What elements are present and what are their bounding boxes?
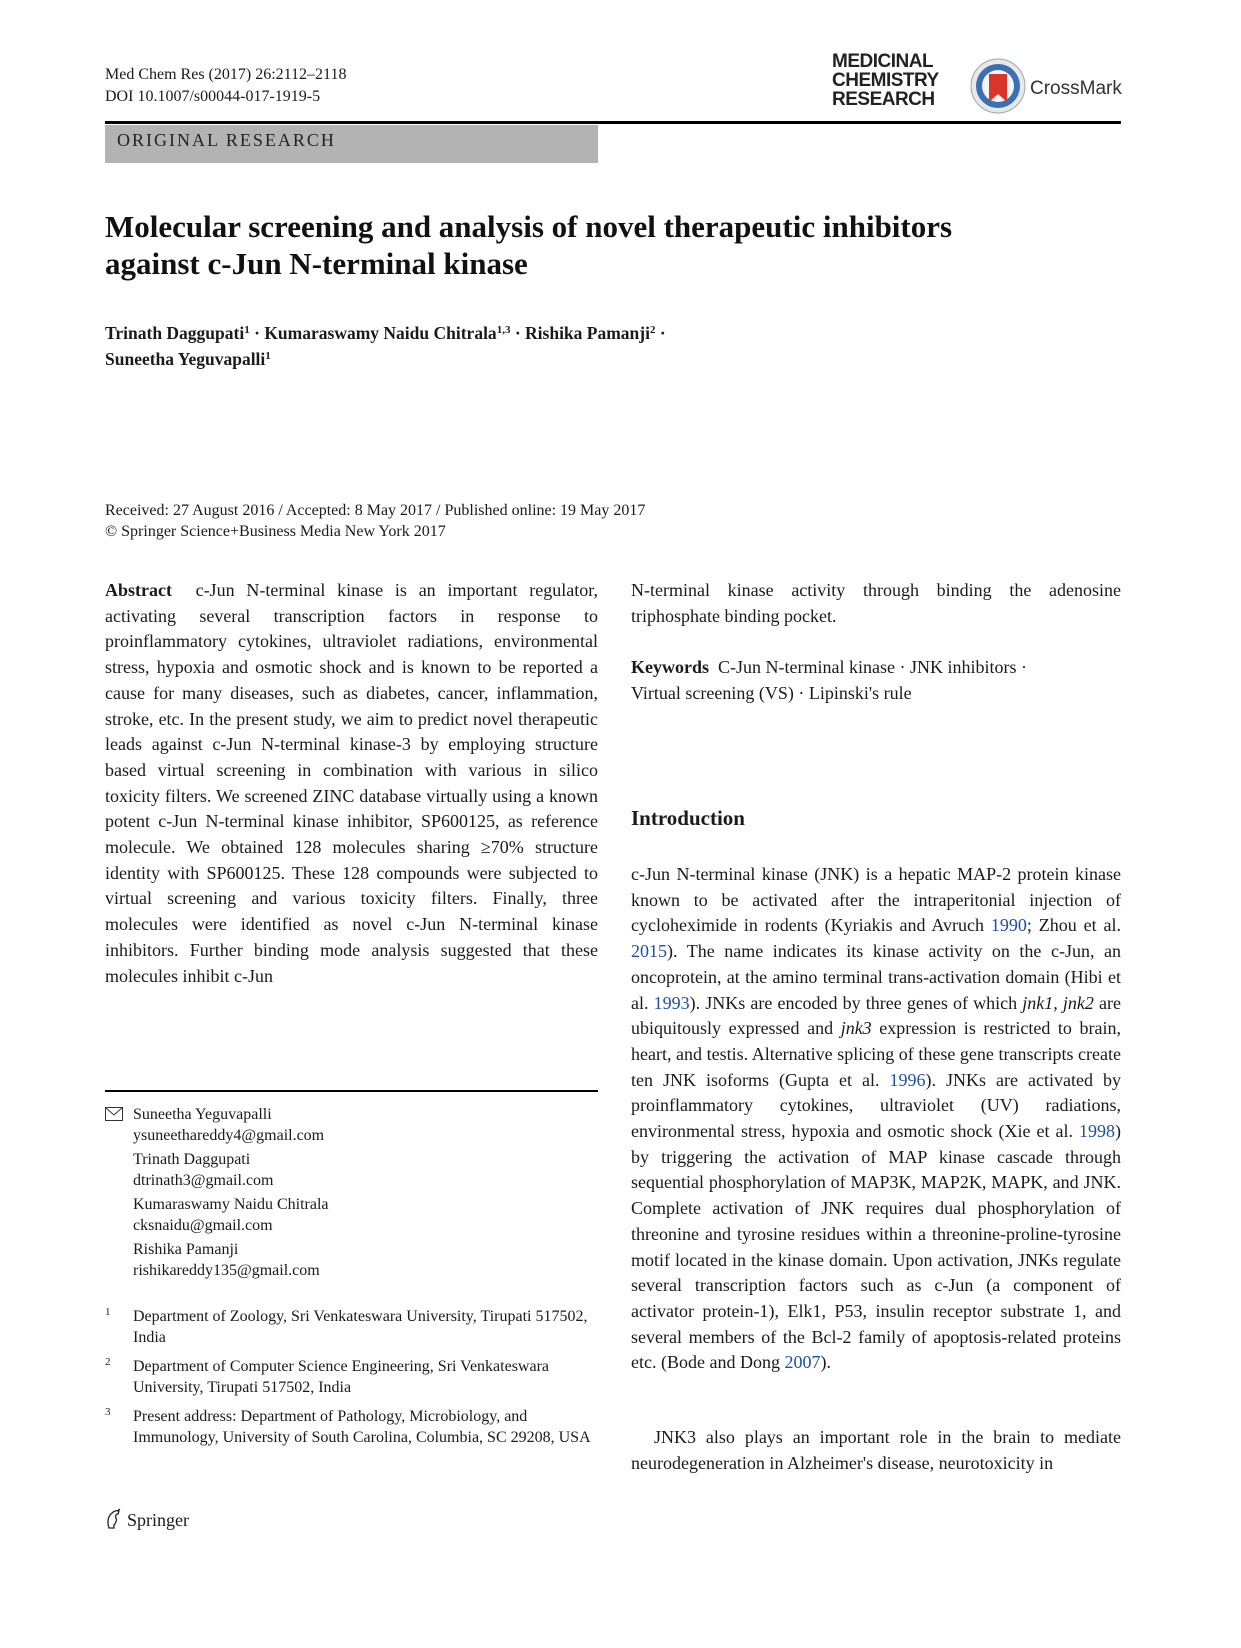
author-name: Rishika Pamanji: [525, 323, 650, 343]
affiliation-text: Department of Zoology, Sri Venkateswara University, Tirupati 517502, India: [133, 1308, 588, 1346]
contact-name: Rishika Pamanji: [133, 1241, 239, 1258]
intro-paragraph: [631, 862, 1121, 1376]
history-dates: Received: 27 August 2016 / Accepted: 8 May 2017 / Published online: 19 May 2017: [105, 502, 646, 519]
affiliation-text: Present address: Department of Pathology, Microbiology, and Immunology, University of South Carolina, Columbia, SC 29208, USA: [133, 1408, 591, 1446]
springer-horse-icon: [105, 1508, 123, 1530]
publisher-footer: [105, 1508, 189, 1531]
header-rule: [105, 121, 1121, 124]
envelope-icon: [105, 1107, 123, 1121]
publication-dates: [105, 500, 645, 542]
keyword-separator: ·: [793, 682, 809, 703]
contact-entry: [105, 1104, 598, 1146]
crossmark-icon[interactable]: [970, 58, 1026, 114]
text-run: ). JNKs are activated by proinflammatory cytokines, ultraviolet (UV) radiations, environmental stress, hypoxia and osmotic shock (Xie et al.: [631, 1069, 1121, 1142]
author-name: Trinath Daggupati: [105, 323, 245, 343]
keyword: JNK inhibitors: [909, 657, 1017, 677]
doi[interactable]: DOI 10.1007/s00044-017-1919-5: [105, 88, 321, 105]
affiliation-entry: [105, 1356, 598, 1398]
citation-link[interactable]: 1993: [653, 992, 690, 1013]
contact-entry: [105, 1239, 598, 1281]
affiliation-number: 1: [105, 1306, 111, 1318]
contact-entry: [105, 1194, 598, 1236]
citation-link[interactable]: 2007: [784, 1352, 821, 1373]
copyright: © Springer Science+Business Media New York 2017: [105, 523, 446, 540]
author-list: [105, 320, 1005, 372]
contact-email[interactable]: ysuneethareddy4@gmail.com: [133, 1127, 325, 1144]
affiliations: [105, 1306, 598, 1456]
journal-reference: [105, 64, 346, 108]
article-type-banner: ORIGINAL RESEARCH: [105, 125, 598, 163]
logo-line: CHEMISTRY: [832, 70, 939, 91]
title-line: against c-Jun N-terminal kinase: [105, 246, 528, 281]
author-name: Kumaraswamy Naidu Chitrala: [264, 323, 497, 343]
gene-name: jnk3: [840, 1018, 872, 1039]
text-run: ). The name indicates its kinase activity on the c-Jun, an oncoprotein, at the amino terminal trans-activation domain (Hibi et al.: [631, 941, 1121, 1013]
keywords-label: Keywords: [631, 657, 709, 677]
affiliation-entry: [105, 1306, 598, 1348]
publisher-name: Springer: [127, 1510, 189, 1530]
citation-link[interactable]: 1996: [889, 1069, 926, 1090]
author-separator: ·: [510, 323, 526, 343]
abstract-label: Abstract: [105, 580, 172, 600]
keyword: C-Jun N-terminal kinase: [718, 657, 895, 677]
gene-name: jnk1, jnk2: [1022, 992, 1094, 1013]
footnote-rule: [105, 1090, 598, 1092]
author-name: Suneetha Yeguvapalli: [105, 349, 266, 369]
text-run: expression is restricted to brain, heart, and testis. Alternative splicing of these gene transcripts create ten JNK isoforms (Gupta et al.: [631, 1018, 1121, 1090]
citation-link[interactable]: 1990: [990, 915, 1027, 936]
author-separator: ·: [249, 323, 265, 343]
author-separator: ·: [655, 323, 666, 343]
citation-link[interactable]: 2015: [631, 941, 667, 962]
author-affiliation: 1,3: [496, 324, 511, 336]
keywords: [631, 655, 1121, 706]
logo-line: RESEARCH: [832, 89, 935, 110]
affiliation-number: 2: [105, 1356, 111, 1368]
abstract-text: c-Jun N-terminal kinase is an important regulator, activating several transcription factors in response to proinflammatory cytokines, ultraviolet radiations, environmental stress, hypoxia and osmotic shock and is known to be reported a cause for many diseases, such as diabetes, cancer, inflammation, stroke, etc. In the present study, we aim to predict novel therapeutic leads against c-Jun N-terminal kinase-3 by employing structure based virtual screening in combination with various in silico toxicity filters. We screened ZINC database virtually using a known potent c-Jun N-terminal kinase inhibitor, SP600125, as reference molecule. We obtained 128 molecules sharing ≥70% structure identity with SP600125. These 128 compounds were subjected to virtual screening and various toxicity filters. Finally, three molecules were identified as novel c-Jun N-terminal kinase inhibitors. Further binding mode analysis suggested that these molecules inhibit c-Jun: [105, 580, 598, 986]
affiliation-number: 3: [105, 1406, 111, 1418]
article-title: [105, 208, 1105, 282]
author-affiliation: 1: [244, 324, 250, 336]
journal-citation: Med Chem Res (2017) 26:2112–2118: [105, 66, 347, 83]
contact-name: Trinath Daggupati: [133, 1151, 251, 1168]
section-heading: Introduction: [631, 806, 745, 830]
contact-email[interactable]: dtrinath3@gmail.com: [133, 1172, 274, 1189]
citation-link[interactable]: 1998: [1079, 1121, 1115, 1142]
author-affiliation: 1: [265, 350, 271, 362]
text-run: ) by triggering the activation of MAP kinase cascade through sequential phosphorylation of MAP3K, MAP2K, MAPK, and JNK. Complete activation of JNK requires dual phosphorylation of threonine and tyrosine residues within a threonine-proline-tyrosine motif located in the kinase domain. Upon activation, JNKs regulate several transcription factors such as c-Jun (a component of activator protein-1), Elk1, P53, insulin receptor substrate 1, and several members of the Bcl-2 family of apoptosis-related proteins etc. (Bode and Dong: [631, 1121, 1121, 1373]
contact-name: Kumaraswamy Naidu Chitrala: [133, 1196, 329, 1213]
crossmark-label[interactable]: CrossMark: [1030, 78, 1122, 99]
title-line: Molecular screening and analysis of novel therapeutic inhibitors: [105, 209, 953, 244]
keyword-separator: ·: [1016, 657, 1027, 677]
text-run: ; Zhou et al.: [1026, 915, 1121, 936]
logo-line: MEDICINAL: [832, 51, 934, 72]
text-run: ).: [820, 1352, 831, 1373]
text-run: ). JNKs are encoded by three genes of which: [689, 992, 1023, 1013]
correspondence-block: [105, 1104, 598, 1284]
keyword: Lipinski's rule: [808, 682, 912, 703]
text-run: are ubiquitously expressed and: [631, 992, 1121, 1039]
abstract: [105, 578, 598, 989]
journal-logo: [832, 52, 962, 109]
intro-paragraph: JNK3 also plays an important role in the brain to mediate neurodegeneration in Alzheimer's disease, neurotoxicity in: [631, 1427, 1121, 1473]
contact-email[interactable]: cksnaidu@gmail.com: [133, 1217, 273, 1234]
abstract-continued: N-terminal kinase activity through binding the adenosine triphosphate binding pocket.: [631, 580, 1121, 626]
keyword: Virtual screening (VS): [631, 682, 794, 703]
affiliation-entry: [105, 1406, 598, 1448]
text-run: c-Jun N-terminal kinase (JNK) is a hepatic MAP-2 protein kinase known to be activated after the intraperitonial injection of cycloheximide in rodents (Kyriakis and Avruch: [631, 864, 1121, 936]
contact-name: Suneetha Yeguvapalli: [133, 1106, 272, 1123]
contact-email[interactable]: rishikareddy135@gmail.com: [133, 1262, 320, 1279]
author-affiliation: 2: [649, 324, 656, 336]
affiliation-text: Department of Computer Science Engineering, Sri Venkateswara University, Tirupati 517502, India: [133, 1358, 550, 1396]
keyword-separator: ·: [894, 657, 910, 677]
contact-entry: [105, 1149, 598, 1191]
